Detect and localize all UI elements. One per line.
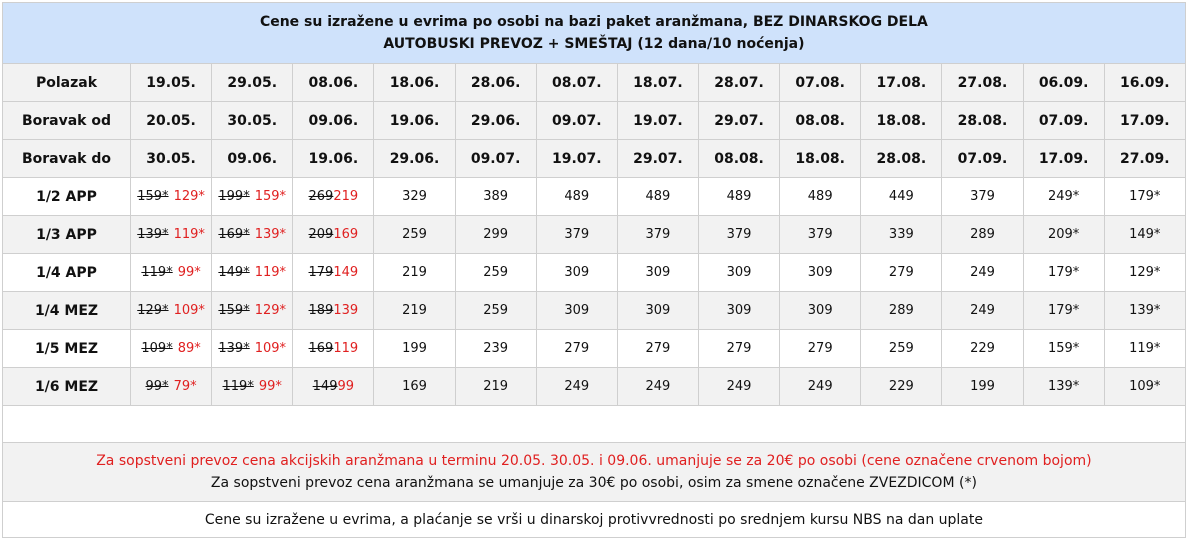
price-cell: 379 xyxy=(780,216,861,254)
price-cell: 309 xyxy=(536,254,617,292)
promo-price-cell xyxy=(212,368,293,406)
price-cell: 119* xyxy=(1104,330,1185,368)
notes-cell xyxy=(3,443,1186,502)
date-cell: 29.06. xyxy=(455,102,536,140)
date-cell: 19.06. xyxy=(293,140,374,178)
price-cell: 389 xyxy=(455,178,536,216)
date-cell: 18.07. xyxy=(617,64,698,102)
table-header xyxy=(3,3,1186,64)
promo-price-cell xyxy=(293,178,374,216)
old-price: 109* xyxy=(141,341,173,356)
price-cell: 229 xyxy=(942,330,1023,368)
price-cell: 289 xyxy=(942,216,1023,254)
date-row xyxy=(3,102,1186,140)
price-cell: 309 xyxy=(780,254,861,292)
promo-price-cell xyxy=(212,178,293,216)
price-cell: 259 xyxy=(861,330,942,368)
price-cell: 379 xyxy=(536,216,617,254)
date-cell: 08.06. xyxy=(293,64,374,102)
date-cell: 20.05. xyxy=(131,102,212,140)
price-cell: 179* xyxy=(1023,254,1104,292)
price-cell: 309 xyxy=(698,292,779,330)
price-row xyxy=(3,330,1186,368)
date-cell: 19.07. xyxy=(617,102,698,140)
price-cell: 309 xyxy=(536,292,617,330)
promo-price-cell xyxy=(131,292,212,330)
price-cell: 379 xyxy=(698,216,779,254)
old-price: 149 xyxy=(312,379,338,394)
old-price: 199* xyxy=(218,189,250,204)
promo-price: 119* xyxy=(254,265,287,280)
promo-price-cell xyxy=(293,254,374,292)
old-price: 269 xyxy=(308,189,334,204)
old-price: 159* xyxy=(137,189,169,204)
old-price: 209 xyxy=(308,227,334,242)
promo-price: 89* xyxy=(177,341,201,356)
date-cell: 17.09. xyxy=(1104,102,1185,140)
price-cell: 489 xyxy=(617,178,698,216)
promo-price-cell xyxy=(212,216,293,254)
promo-price-cell xyxy=(212,254,293,292)
date-cell: 18.08. xyxy=(780,140,861,178)
price-cell: 179* xyxy=(1104,178,1185,216)
price-table xyxy=(2,2,1186,538)
promo-price-cell xyxy=(131,330,212,368)
promo-price-cell xyxy=(131,254,212,292)
price-cell: 159* xyxy=(1023,330,1104,368)
promo-price: 139* xyxy=(254,227,287,242)
promo-price: 119 xyxy=(333,341,359,356)
date-cell: 29.05. xyxy=(212,64,293,102)
old-price: 119* xyxy=(141,265,173,280)
table-header-row xyxy=(3,3,1186,64)
footer-row xyxy=(3,502,1186,538)
notes-row xyxy=(3,443,1186,502)
old-price: 189 xyxy=(308,303,334,318)
price-cell: 249* xyxy=(1023,178,1104,216)
price-cell: 379 xyxy=(617,216,698,254)
date-cell: 06.09. xyxy=(1023,64,1104,102)
price-cell: 249 xyxy=(942,254,1023,292)
price-cell: 309 xyxy=(698,254,779,292)
price-cell: 309 xyxy=(780,292,861,330)
price-cell: 249 xyxy=(617,368,698,406)
price-row xyxy=(3,292,1186,330)
spacer-cell xyxy=(3,406,1186,443)
date-cell: 07.09. xyxy=(1023,102,1104,140)
promo-price: 79* xyxy=(173,379,197,394)
old-price: 139* xyxy=(137,227,169,242)
promo-price-cell xyxy=(212,292,293,330)
price-cell: 309 xyxy=(617,254,698,292)
date-cell: 29.07. xyxy=(617,140,698,178)
date-cell: 09.07. xyxy=(455,140,536,178)
price-list xyxy=(2,2,1185,538)
row-label: Polazak xyxy=(3,64,131,102)
price-cell: 279 xyxy=(780,330,861,368)
old-price: 149* xyxy=(218,265,250,280)
room-type-label: 1/2 APP xyxy=(3,178,131,216)
promo-price-cell xyxy=(293,368,374,406)
date-cell: 28.07. xyxy=(698,64,779,102)
price-row xyxy=(3,216,1186,254)
price-cell: 149* xyxy=(1104,216,1185,254)
price-cell: 489 xyxy=(698,178,779,216)
own-transport-note: Za sopstveni prevoz cena aranžmana se umanjuje za 30€ po osobi, osim za smene označene ZVEZDICOM (*) xyxy=(210,475,977,491)
price-cell: 129* xyxy=(1104,254,1185,292)
price-cell: 139* xyxy=(1023,368,1104,406)
promo-price: 169 xyxy=(333,227,359,242)
price-cell: 339 xyxy=(861,216,942,254)
price-cell: 279 xyxy=(617,330,698,368)
promo-price: 129* xyxy=(254,303,287,318)
price-cell: 449 xyxy=(861,178,942,216)
price-cell: 259 xyxy=(374,216,455,254)
spacer-row xyxy=(3,406,1186,443)
row-label: Boravak do xyxy=(3,140,131,178)
price-cell: 249 xyxy=(780,368,861,406)
date-cell: 27.09. xyxy=(1104,140,1185,178)
date-cell: 28.08. xyxy=(942,102,1023,140)
date-cell: 18.06. xyxy=(374,64,455,102)
promo-price: 159* xyxy=(254,189,287,204)
price-cell: 219 xyxy=(374,254,455,292)
date-cell: 08.07. xyxy=(536,64,617,102)
price-cell: 109* xyxy=(1104,368,1185,406)
promo-price: 99* xyxy=(258,379,282,394)
date-cell: 08.08. xyxy=(698,140,779,178)
price-cell: 249 xyxy=(698,368,779,406)
old-price: 119* xyxy=(222,379,254,394)
header-line-1: Cene su izražene u evrima po osobi na bazi paket aranžmana, BEZ DINARSKOG DELA xyxy=(259,14,928,30)
promo-price: 219 xyxy=(333,189,359,204)
promo-price: 109* xyxy=(254,341,287,356)
price-cell: 379 xyxy=(942,178,1023,216)
room-type-label: 1/3 APP xyxy=(3,216,131,254)
price-cell: 199 xyxy=(942,368,1023,406)
price-cell: 259 xyxy=(455,254,536,292)
payment-note: Cene su izražene u evrima, a plaćanje se vrši u dinarskoj protivvrednosti po srednjem kursu NBS na dan uplate xyxy=(3,502,1186,538)
date-cell: 09.06. xyxy=(293,102,374,140)
price-cell: 219 xyxy=(374,292,455,330)
price-cell: 279 xyxy=(698,330,779,368)
price-row xyxy=(3,254,1186,292)
price-cell: 279 xyxy=(536,330,617,368)
date-cell: 29.07. xyxy=(698,102,779,140)
price-cell: 169 xyxy=(374,368,455,406)
promo-price: 99* xyxy=(177,265,201,280)
date-cell: 07.09. xyxy=(942,140,1023,178)
room-type-label: 1/4 APP xyxy=(3,254,131,292)
price-cell: 259 xyxy=(455,292,536,330)
price-cell: 279 xyxy=(861,254,942,292)
old-price: 139* xyxy=(218,341,250,356)
price-cell: 289 xyxy=(861,292,942,330)
old-price: 169* xyxy=(218,227,250,242)
promo-price-cell xyxy=(293,330,374,368)
date-row xyxy=(3,140,1186,178)
date-cell: 18.08. xyxy=(861,102,942,140)
price-cell: 209* xyxy=(1023,216,1104,254)
promo-price: 119* xyxy=(173,227,205,242)
date-cell: 29.06. xyxy=(374,140,455,178)
price-cell: 329 xyxy=(374,178,455,216)
promo-price: 129* xyxy=(173,189,205,204)
promo-price-cell xyxy=(212,330,293,368)
price-cell: 489 xyxy=(536,178,617,216)
date-cell: 19.05. xyxy=(131,64,212,102)
promo-price-cell xyxy=(131,178,212,216)
date-cell: 09.07. xyxy=(536,102,617,140)
price-cell: 219 xyxy=(455,368,536,406)
date-cell: 17.09. xyxy=(1023,140,1104,178)
promo-price: 109* xyxy=(173,303,205,318)
row-label: Boravak od xyxy=(3,102,131,140)
promo-price: 139 xyxy=(333,303,359,318)
date-cell: 30.05. xyxy=(212,102,293,140)
price-cell: 199 xyxy=(374,330,455,368)
own-transport-promo-note: Za sopstveni prevoz cena akcijskih aranžmana u terminu 20.05. 30.05. i 09.06. umanjuje se za 20€ po osobi (cene označene crvenom bojom) xyxy=(96,453,1092,469)
promo-price-cell xyxy=(131,216,212,254)
old-price: 179 xyxy=(308,265,334,280)
date-cell: 30.05. xyxy=(131,140,212,178)
price-cell: 229 xyxy=(861,368,942,406)
room-type-label: 1/4 MEZ xyxy=(3,292,131,330)
price-cell: 139* xyxy=(1104,292,1185,330)
date-cell: 17.08. xyxy=(861,64,942,102)
old-price: 159* xyxy=(218,303,250,318)
price-cell: 239 xyxy=(455,330,536,368)
promo-price-cell xyxy=(293,216,374,254)
price-cell: 299 xyxy=(455,216,536,254)
date-cell: 19.06. xyxy=(374,102,455,140)
price-cell: 249 xyxy=(536,368,617,406)
price-cell: 249 xyxy=(942,292,1023,330)
price-row xyxy=(3,178,1186,216)
price-row xyxy=(3,368,1186,406)
header-line-2: AUTOBUSKI PREVOZ + SMEŠTAJ (12 dana/10 noćenja) xyxy=(383,36,805,52)
date-cell: 16.09. xyxy=(1104,64,1185,102)
room-type-label: 1/6 MEZ xyxy=(3,368,131,406)
price-cell: 309 xyxy=(617,292,698,330)
promo-price-cell xyxy=(293,292,374,330)
old-price: 169 xyxy=(308,341,334,356)
price-cell: 489 xyxy=(780,178,861,216)
date-cell: 08.08. xyxy=(780,102,861,140)
room-type-label: 1/5 MEZ xyxy=(3,330,131,368)
old-price: 99* xyxy=(145,379,169,394)
promo-price-cell xyxy=(131,368,212,406)
date-cell: 28.06. xyxy=(455,64,536,102)
date-cell: 09.06. xyxy=(212,140,293,178)
date-cell: 07.08. xyxy=(780,64,861,102)
promo-price: 149 xyxy=(333,265,359,280)
old-price: 129* xyxy=(137,303,169,318)
date-cell: 27.08. xyxy=(942,64,1023,102)
date-cell: 28.08. xyxy=(861,140,942,178)
date-row xyxy=(3,64,1186,102)
promo-price: 99 xyxy=(337,379,355,394)
date-cell: 19.07. xyxy=(536,140,617,178)
price-cell: 179* xyxy=(1023,292,1104,330)
